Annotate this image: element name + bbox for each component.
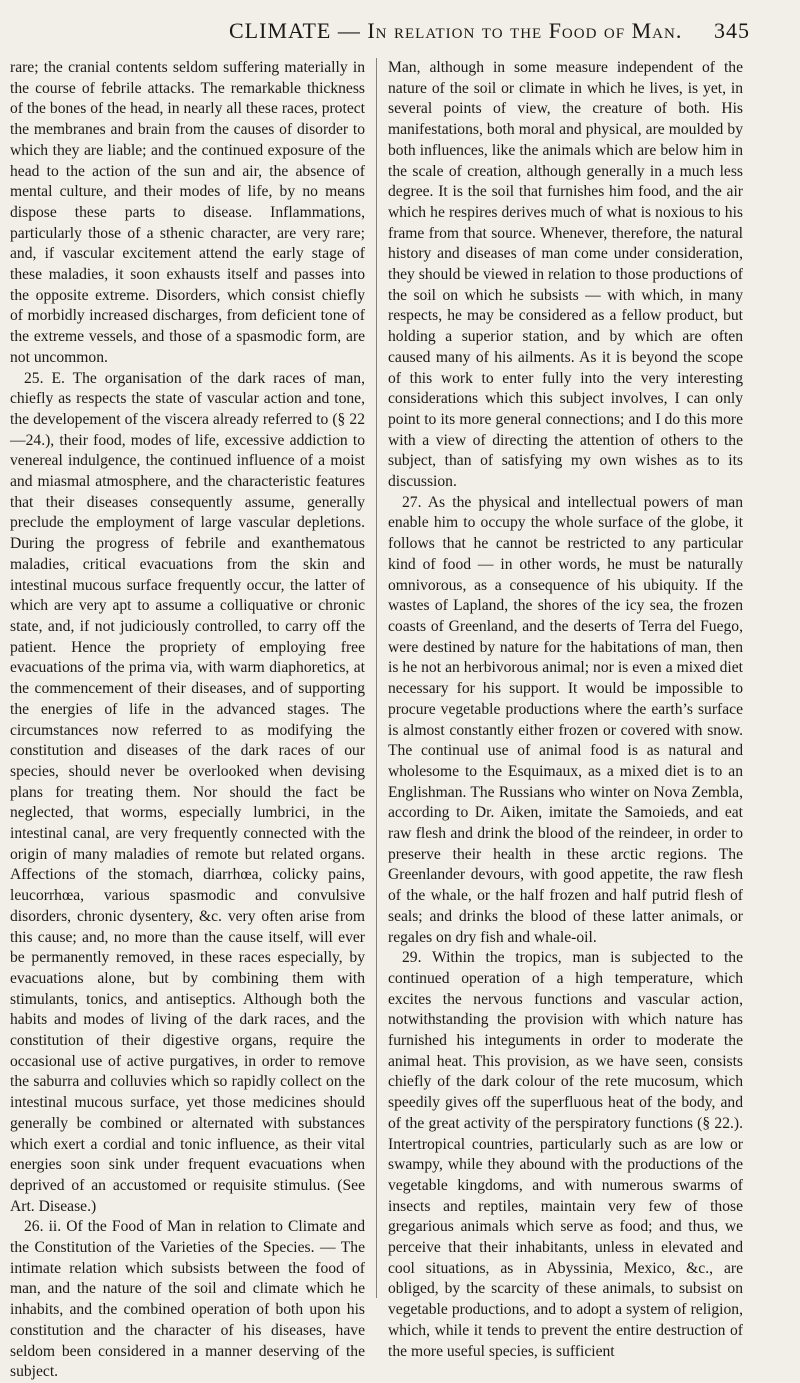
paragraph-section-27: 27. As the physical and intellectual powers of man enable him to occupy the whole surface of the globe, it follows that he cannot be restricted to any particular kind of food — in other words, he must be naturally omnivorous, as a consequence of his ubiquity. If the wastes of Lapland, the shores of the icy sea, the frozen coasts of Greenland, and the deserts of Terra del Fuego, were destined by nature for the habitations of man, then is he not an herbivorous animal; nor is even a mixed diet necessary for his support. It would be impossible to procure vegetable productions where the earth’s surface is almost constantly either frozen or covered with snow. The continual use of animal food is as natural and wholesome to the Esquimaux, as a mixed diet is to an Englishman. The Russians who winter on Nova Zembla, according to Dr. Aiken, imitate the Samoieds, and eat raw flesh and drink the blood of the reindeer, in order to preserve their health in these arctic regions. The Greenlander devours, with good appetite, the raw flesh of the whale, or the half frozen and half putrid flesh of seals; and drinks the blood of these latter animals, or regales on dry fish and whale-oil. bbox=[388, 493, 743, 946]
right-column bbox=[388, 58, 743, 1362]
paragraph: rare; the cranial contents seldom suffering materially in the course of febrile attacks. The remarkable thickness of the bones of the head, in nearly all these races, protect the membranes and brain from the causes of disorder to which they are liable; and the continued exposure of the head to the action of the sun and air, the absence of mental culture, and their modes of life, by no means dispose these parts to disease. Inflammations, particularly those of a sthenic character, are very rare; and, if vascular excitement attend the early stage of these maladies, it soon exhausts itself and passes into the opposite extreme. Disorders, which consist chiefly of morbidly increased discharges, from deficient tone of the extreme vessels, and those of a spasmodic form, are not uncommon. bbox=[10, 59, 365, 366]
column-divider bbox=[376, 58, 377, 1298]
paragraph-section-26: 26. ii. Of the Food of Man in relation to Climate and the Constitution of the Varieties of the Species. — The intimate relation which subsists between the food of man, and the nature of the soil and climate which he inhabits, and the combined operation of both upon his constitution and the character of his diseases, have seldom been considered in a manner deserving of the subject. bbox=[10, 1218, 365, 1381]
page-header bbox=[229, 18, 750, 58]
running-title: CLIMATE — In relation to the Food of Man. bbox=[229, 18, 683, 43]
left-column bbox=[10, 58, 365, 1383]
page-number: 345 bbox=[714, 18, 750, 43]
paragraph: Man, although in some measure independent of the nature of the soil or climate in which he lives, is yet, in several points of view, the creature of both. His manifestations, both moral and physical, are moulded by both influences, like the animals which are below him in the scale of creation, although generally in a much less degree. It is the soil that furnishes him food, and the air which he respires derives much of what is noxious to his frame from that source. Whenever, therefore, the natural history and diseases of man come under consideration, they should be viewed in relation to those productions of the soil on which he subsists — with which, in many respects, he may be considered as a fellow product, but holding a superior station, and by which are often caused many of his ailments. As it is beyond the scope of this work to enter fully into the very interesting considerations which this subject involves, I can only point to its more general connections; and I do this more with a view of directing the attention of others to the subject, than of satisfying my own wishes as to its discussion. bbox=[388, 59, 743, 491]
paragraph-section-25: 25. E. The organisation of the dark races of man, chiefly as respects the state of vascular action and tone, the developement of the viscera already referred to (§ 22—24.), their food, modes of life, excessive addiction to venereal indulgence, the continued influence of a moist and miasmal atmosphere, and the characteristic features that their diseases consequently assume, generally preclude the employment of large vascular depletions. During the progress of febrile and exanthematous maladies, critical evacuations from the skin and intestinal mucous surface frequently occur, the latter of which are very apt to assume a colliquative or chronic state, and, if not judiciously controlled, to carry off the patient. Hence the propriety of employing free evacuations of the prima via, with warm diaphoretics, at the commencement of their diseases, and of supporting the energies of life in the advanced stages. The circumstances now referred to as modifying the constitution and diseases of the dark races of our species, should never be overlooked when devising plans for treating them. Nor should the fact be neglected, that worms, especially lumbrici, in the intestinal canal, are very frequently connected with the origin of many maladies of remote but related organs. Affections of the stomach, diarrhœa, colicky pains, leucorrhœa, various spasmodic and convulsive disorders, chronic dysentery, &c. very often arise from this cause; and, no more than the cause itself, will ever be permanently removed, in these races especially, by evacuations alone, but by combining them with stimulants, tonics, and antiseptics. Although both the habits and modes of living of the dark races, and the constitution of their digestive organs, require the occasional use of active purgatives, in order to remove the saburra and colluvies which so rapidly collect on the intestinal mucous surface, yet those medicines should generally be combined or alternated with substances which exert a cordial and tonic influence, as their vital energies soon sink under frequent evacuations when deprived of an accustomed or requisite stimulus. (See Art. Disease.) bbox=[10, 369, 365, 1215]
paragraph-section-29: 29. Within the tropics, man is subjected to the continued operation of a high temperature, which excites the nervous functions and vascular action, notwithstanding the provision with which nature has furnished his integuments in order to moderate the animal heat. This provision, as we have seen, consists chiefly of the dark colour of the rete mucosum, which speedily gives off the superfluous heat of the body, and of the great activity of the perspiratory functions (§ 22.). Intertropical countries, particularly such as are low or swampy, while they abound with the productions of the vegetable kingdoms, and with numerous swarms of insects and reptiles, maintain very few of those gregarious animals which serve as food; and thus, we perceive that their inhabitants, unless in elevated and cool situations, as in Abyssinia, Mexico, &c., are obliged, by the scarcity of these animals, to subsist on vegetable productions, and to adopt a system of religion, which, while it tends to prevent the entire destruction of the more useful species, is sufficient bbox=[388, 949, 743, 1360]
